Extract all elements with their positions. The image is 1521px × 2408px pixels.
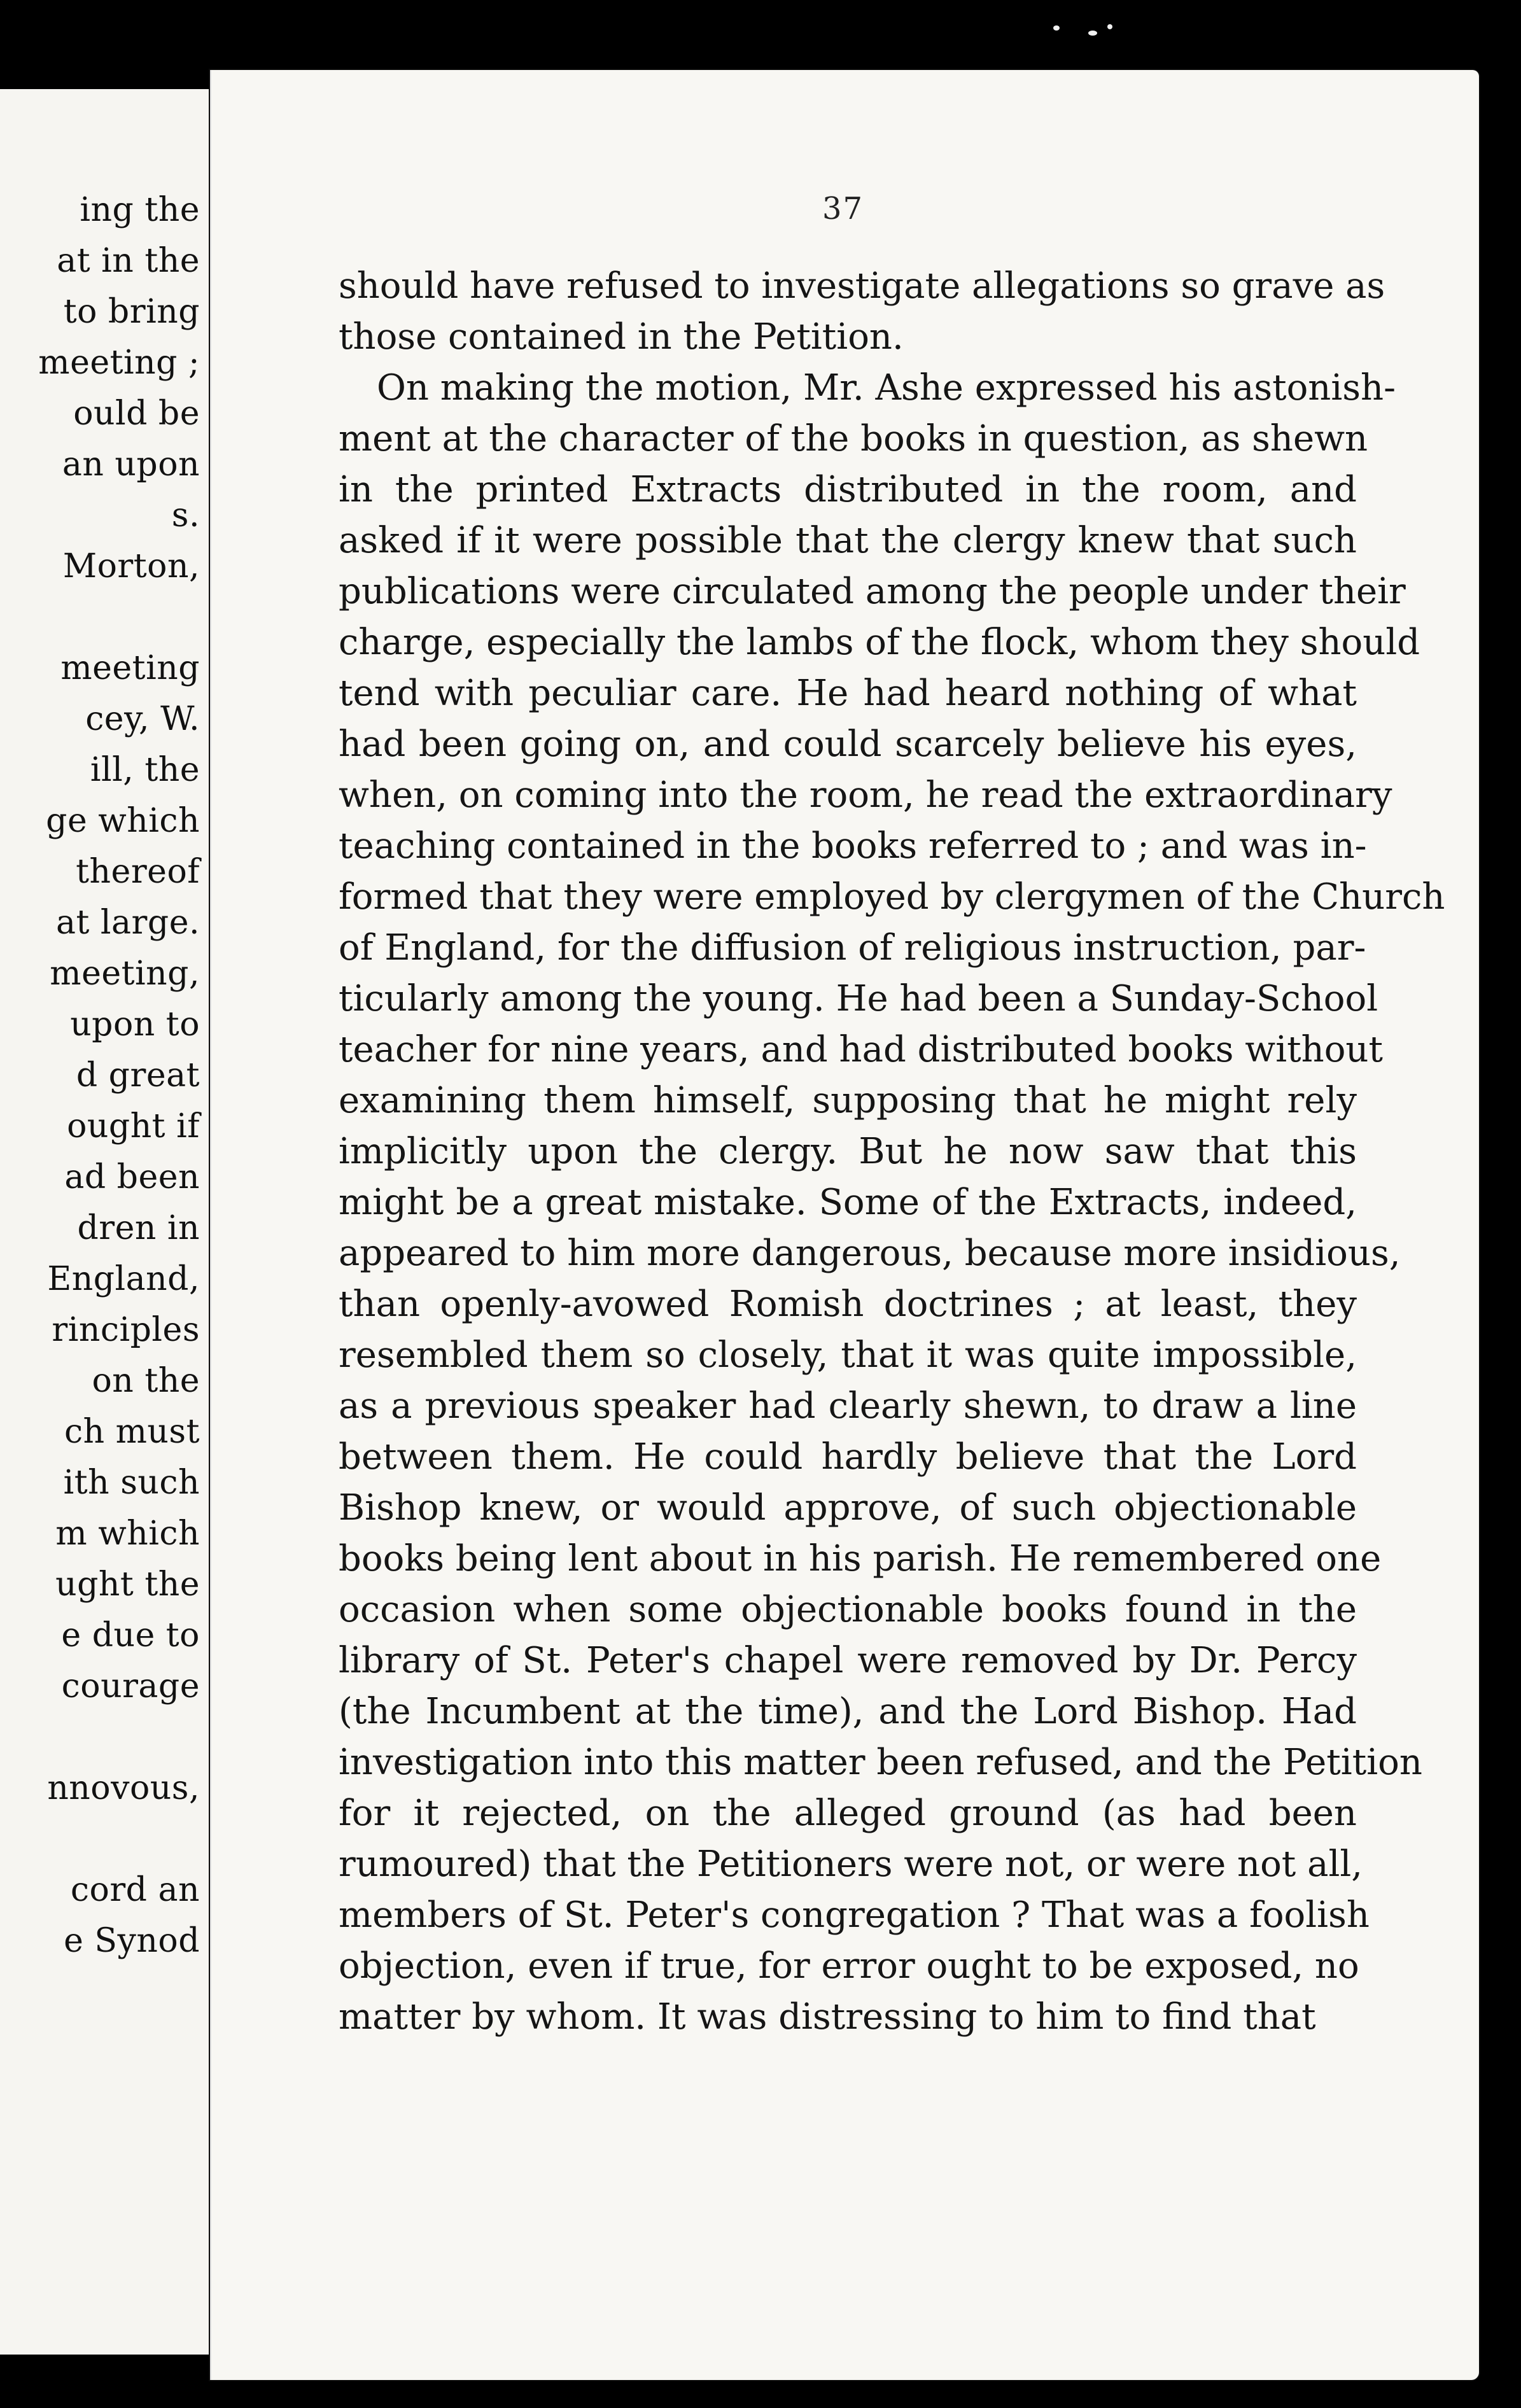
body-text-line: investigation into this matter been refused, and the Petition bbox=[339, 1742, 1422, 1783]
body-text-line: objection, even if true, for error ought to be exposed, no bbox=[339, 1945, 1359, 1987]
body-text-line: occasion when some objectionable books found in the bbox=[339, 1589, 1357, 1630]
scan-speck bbox=[1088, 31, 1097, 36]
left-page-line: at large. bbox=[55, 904, 200, 942]
body-text-line: formed that they were employed by clergymen of the Church bbox=[339, 876, 1445, 918]
scan-speck bbox=[1107, 24, 1112, 29]
left-page-line: ad been bbox=[64, 1158, 200, 1196]
left-page-line: ught the bbox=[55, 1565, 200, 1604]
left-page-fragment bbox=[0, 89, 212, 2355]
left-page-line: ith such bbox=[63, 1464, 200, 1502]
body-text-line: publications were circulated among the people under their bbox=[339, 571, 1406, 612]
page-body-text bbox=[339, 261, 1445, 2043]
right-page bbox=[210, 70, 1479, 2380]
left-page-line: m which bbox=[55, 1515, 200, 1553]
body-text-line: teacher for nine years, and had distributed books without bbox=[339, 1029, 1383, 1070]
left-page-line: thereof bbox=[76, 853, 200, 891]
body-text-line: ticularly among the young. He had been a Sunday-School bbox=[339, 978, 1378, 1019]
left-page-line: dren in bbox=[77, 1209, 200, 1247]
body-text-line: in the printed Extracts distributed in the room, and bbox=[339, 469, 1357, 510]
body-text-line: implicitly upon the clergy. But he now saw that this bbox=[339, 1131, 1357, 1172]
left-page-line: to bring bbox=[63, 293, 200, 331]
left-page-line: nnovous, bbox=[47, 1769, 200, 1807]
left-page-line: upon to bbox=[70, 1005, 200, 1044]
body-text-line: should have refused to investigate allegations so grave as bbox=[339, 265, 1385, 307]
body-text-line: than openly-avowed Romish doctrines ; at least, they bbox=[339, 1284, 1357, 1325]
body-text-line: library of St. Peter's chapel were removed by Dr. Percy bbox=[339, 1640, 1357, 1681]
left-page-line: d great bbox=[76, 1056, 200, 1095]
left-page-line: an upon bbox=[62, 445, 200, 484]
left-page-line: at in the bbox=[57, 242, 200, 280]
body-text-line: resembled them so closely, that it was quite impossible, bbox=[339, 1334, 1357, 1376]
body-text-line: rumoured) that the Petitioners were not, or were not all, bbox=[339, 1844, 1363, 1885]
left-page-line: ill, the bbox=[90, 751, 200, 789]
left-page-line: ge which bbox=[46, 802, 200, 840]
body-text-line: teaching contained in the books referred to ; and was in- bbox=[339, 825, 1367, 867]
body-text-line: between them. He could hardly believe that the Lord bbox=[339, 1436, 1357, 1478]
left-page-line: ing the bbox=[80, 191, 200, 229]
left-page-line: ould be bbox=[73, 395, 200, 433]
body-text-line: books being lent about in his parish. He remembered one bbox=[339, 1538, 1382, 1579]
body-text-line: (the Incumbent at the time), and the Lord Bishop. Had bbox=[339, 1691, 1357, 1732]
body-text-line: for it rejected, on the alleged ground (as had been bbox=[339, 1793, 1357, 1834]
body-text-line: Bishop knew, or would approve, of such objectionable bbox=[339, 1487, 1357, 1529]
left-page-line: s. bbox=[171, 496, 200, 535]
body-text-line: as a previous speaker had clearly shewn, to draw a line bbox=[339, 1385, 1357, 1427]
left-page-line: England, bbox=[47, 1260, 200, 1298]
body-text-line: examining them himself, supposing that he might rely bbox=[339, 1080, 1357, 1121]
body-text-line: ment at the character of the books in question, as shewn bbox=[339, 418, 1368, 459]
body-text-line: tend with peculiar care. He had heard nothing of what bbox=[339, 673, 1357, 714]
body-text-line: when, on coming into the room, he read the extraordinary bbox=[339, 774, 1392, 816]
body-text-line: appeared to him more dangerous, because more insidious, bbox=[339, 1233, 1401, 1274]
left-page-line: on the bbox=[92, 1362, 200, 1400]
body-text-line: of England, for the diffusion of religious instruction, par- bbox=[339, 927, 1366, 969]
body-text-line: those contained in the Petition. bbox=[339, 316, 904, 358]
left-page-line: meeting ; bbox=[38, 344, 200, 382]
left-page-line: ch must bbox=[64, 1413, 200, 1451]
left-page-line: cord an bbox=[70, 1871, 200, 1909]
left-page-line: e due to bbox=[61, 1616, 200, 1655]
left-page-line: meeting bbox=[60, 649, 200, 687]
body-text-line: members of St. Peter's congregation ? That was a foolish bbox=[339, 1894, 1370, 1936]
body-text-line: might be a great mistake. Some of the Extracts, indeed, bbox=[339, 1182, 1357, 1223]
left-page-line: rinciples bbox=[52, 1311, 200, 1349]
body-text-line: had been going on, and could scarcely believe his eyes, bbox=[339, 724, 1357, 765]
body-text-line: asked if it were possible that the clergy knew that such bbox=[339, 520, 1357, 561]
scan-speck bbox=[1053, 25, 1060, 31]
left-page-line: cey, W. bbox=[85, 700, 200, 738]
body-text-line: On making the motion, Mr. Ashe expressed his astonish- bbox=[377, 367, 1396, 409]
left-page-line: meeting, bbox=[50, 955, 200, 993]
left-page-line: courage bbox=[61, 1667, 200, 1705]
left-page-line: ought if bbox=[67, 1107, 200, 1145]
left-page-line: Morton, bbox=[62, 547, 200, 585]
body-text-line: charge, especially the lambs of the flock, whom they should bbox=[339, 622, 1420, 663]
page-number: 37 bbox=[822, 191, 864, 227]
body-text-line: matter by whom. It was distressing to him to find that bbox=[339, 1996, 1316, 2038]
left-page-line: e Synod bbox=[64, 1922, 200, 1960]
